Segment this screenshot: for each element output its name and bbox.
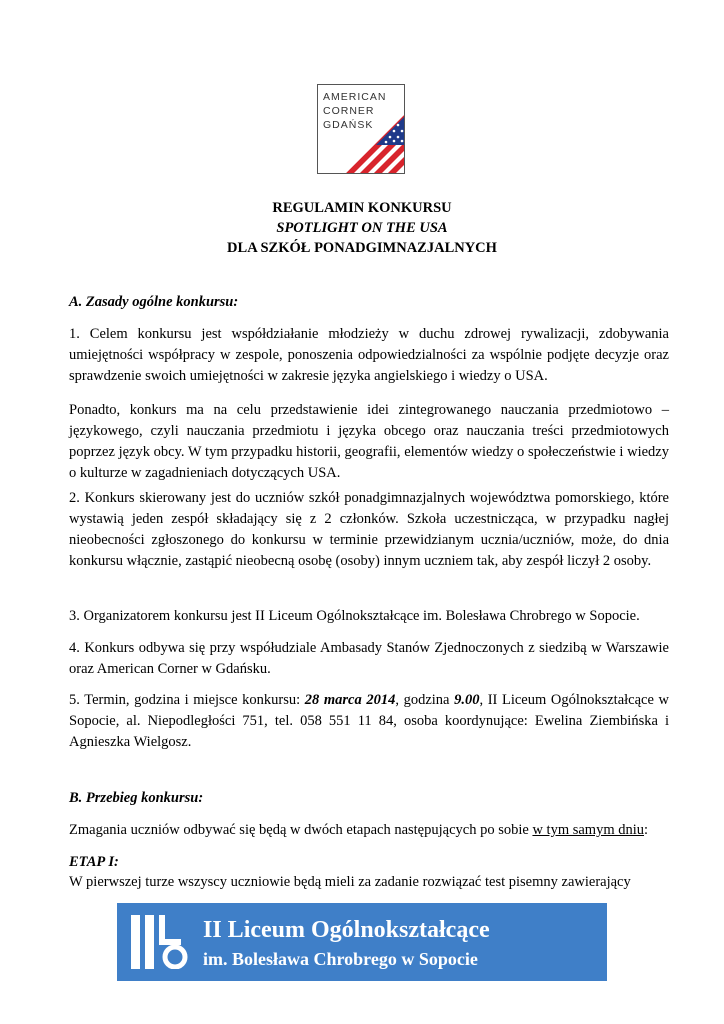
contest-time: 9.00 bbox=[454, 692, 480, 708]
school-banner bbox=[117, 903, 607, 981]
doc-title-line-2: SPOTLIGHT ON THE USA bbox=[276, 220, 448, 236]
american-corner-logo bbox=[317, 84, 405, 174]
stage-1-heading: ETAP I: bbox=[69, 854, 119, 870]
term-mid: , godzina bbox=[395, 692, 455, 708]
intro-underlined: w tym samym dniu bbox=[532, 822, 645, 838]
section-a-paragraph-6 bbox=[69, 690, 669, 753]
section-a-paragraph-2: Ponadto, konkurs ma na celu przedstawienie idei zintegrowanego nauczania przedmiotowo – językowego, czyli nauczania przedmiotu i języka obcego oraz nauczania treści przedmiotowych poprzez język obcy. W tym przypadku historii, geografii, elementów wiedzy o społeczeństwie i wiedzy o kulturze w zagadnieniach dotyczących USA. bbox=[69, 402, 669, 481]
section-b-intro bbox=[69, 820, 669, 841]
intro-end: : bbox=[644, 822, 649, 838]
section-a-paragraph-4: 3. Organizatorem konkursu jest II Liceum Ogólnokształcące im. Bolesława Chrobrego w Sopocie. bbox=[69, 608, 640, 624]
stage-1-text: W pierwszej turze wszyscy uczniowie będą mieli za zadanie rozwiązać test pisemny zawierający bbox=[69, 874, 631, 890]
doc-title-line-3: DLA SZKÓŁ PONADGIMNAZJALNYCH bbox=[227, 240, 497, 256]
doc-title-line-1: REGULAMIN KONKURSU bbox=[272, 200, 452, 216]
logo-line-1: AMERICAN bbox=[323, 91, 387, 103]
contest-date: 28 marca 2014 bbox=[304, 692, 396, 708]
section-b-heading: B. Przebieg konkursu: bbox=[69, 790, 204, 806]
section-a-paragraph-3: 2. Konkurs skierowany jest do uczniów szkół ponadgimnazjalnych województwa pomorskiego, które wystawią jeden zespół składający się z 2 członków. Szkoła uczestnicząca, w przypadku nagłej nieobecności zgłoszonego do konkursu w terminie przewidzianym ucznia/uczniów, może, do dnia konkursu włącznie, zastąpić nieobecną osobę (osoby) innym uczniem tak, aby zespół liczył 2 osoby. bbox=[69, 490, 669, 569]
intro-text: Zmagania uczniów odbywać się będą w dwóch etapach następujących po sobie bbox=[69, 822, 533, 838]
section-a-heading: A. Zasady ogólne konkursu: bbox=[69, 294, 239, 310]
school-name-line-2: im. Bolesława Chrobrego w Sopocie bbox=[203, 949, 478, 969]
section-a-paragraph-1: 1. Celem konkursu jest współdziałanie młodzieży w duchu zdrowej rywalizacji, zdobywania umiejętności współpracy w zespole, ponoszenia odpowiedzialności za wspólnie podjęte decyzje oraz sprawdzenie swoich umiejętności w zakresie języka angielskiego i wiedzy o USA. bbox=[69, 326, 669, 384]
logo-line-3: GDAŃSK bbox=[323, 119, 374, 131]
school-name-line-1: II Liceum Ogólnokształcące bbox=[203, 917, 490, 943]
school-logo-icon bbox=[131, 915, 191, 969]
term-lead: 5. Termin, godzina i miejsce konkursu: bbox=[69, 692, 305, 708]
section-a-paragraph-5: 4. Konkurs odbywa się przy współudziale Ambasady Stanów Zjednoczonych z siedzibą w Warszawie oraz American Corner w Gdańsku. bbox=[69, 640, 669, 677]
logo-line-2: CORNER bbox=[323, 105, 375, 117]
term-rest: , II Liceum Ogólnokształcące w Sopocie, al. Niepodległości 751, tel. 058 551 11 84, osoba koordynujące: Ewelina Ziembińska i Agnieszka Wielgosz. bbox=[69, 692, 670, 750]
